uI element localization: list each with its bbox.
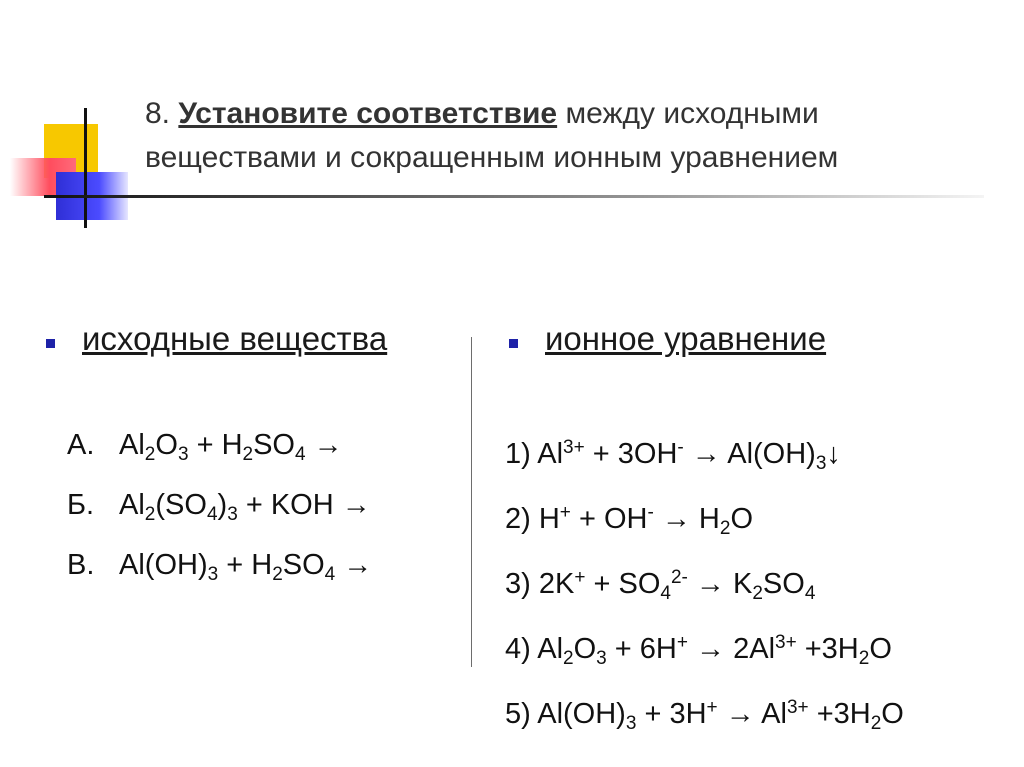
- equation-item-5: 5) $Al(OH)_3 + 3H^+ \to Al^{3+} +3H_2O$: [505, 697, 904, 734]
- title-highlight: Установите соответствие: [178, 97, 558, 130]
- equation-item-4: 4) $Al_2O_3 + 6H^+ \to 2Al^{3+} +3H_2O$: [505, 632, 892, 669]
- title-number: 8.: [145, 97, 171, 130]
- column-divider: [471, 337, 472, 667]
- reagent-item-v: В. $Al(OH)_3 + H_2SO_4$ →: [67, 549, 373, 585]
- vertical-line-decoration: [84, 108, 87, 228]
- slide-title: [145, 92, 995, 180]
- equation-item-2: 2) $H^+ + OH^- \to H_2O$: [505, 502, 753, 539]
- equation-item-3: 3) $2K^+ + SO_4^{2-} \to K_2SO_4$: [505, 567, 816, 604]
- equation-item-1: 1) $Al^{3+} + 3OH^-$ → $Al(OH)_3↓$: [505, 437, 841, 474]
- title-line2: веществами и сокращенным ионным уравнением: [145, 141, 839, 174]
- reagent-item-a: А. $Al_2O_3 + H_2SO_4$ →: [67, 429, 343, 465]
- bullet-square-icon: [509, 339, 518, 348]
- bullet-square-icon: [46, 339, 55, 348]
- slide-logo-decoration: [0, 0, 150, 240]
- title-underline-rule: [44, 195, 984, 198]
- left-column-heading: исходные вещества: [82, 320, 388, 357]
- right-column-heading: ионное уравнение: [545, 320, 827, 357]
- title-rest-line1: между исходными: [565, 97, 819, 130]
- reagent-item-b: Б. $Al_2(SO_4)_3$ + KOH →: [67, 489, 371, 525]
- reagents-list: [67, 420, 372, 600]
- ionic-equations-list: [505, 423, 904, 748]
